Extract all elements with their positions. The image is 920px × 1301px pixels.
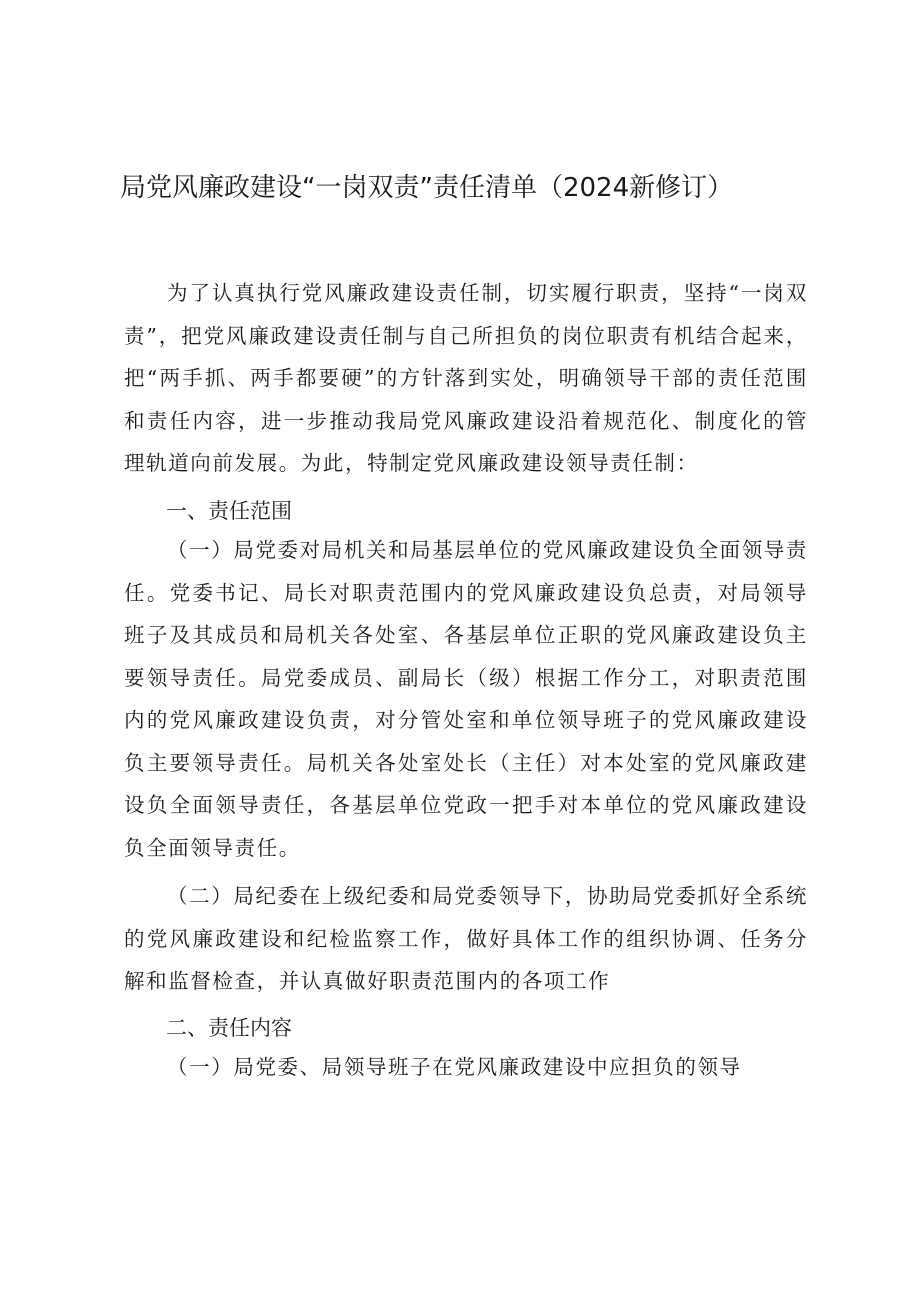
section-heading-content: 二、责任内容 bbox=[166, 1016, 292, 1040]
scope-paragraph-1: （一）局党委对局机关和局基层单位的党风廉政建设负全面领导责任。党委书记、局长对职责范围内的党风廉政建设负总责，对局领导班子及其成员和局机关各处室、各基层单位正职的党风廉政建设负主要领导责任。局党委成员、副局长（级）根据工作分工，对职责范围内的党风廉政建设负责，对分管处室和单位领导班子的党风廉政建设负主要领导责任。局机关各处室处长（主任）对本处室的党风廉政建设负全面领导责任，各基层单位党政一把手对本单位的党风廉政建设负全面领导责任。 bbox=[124, 538, 808, 860]
intro-paragraph: 为了认真执行党风廉政建设责任制，切实履行职责，坚持“一岗双责”，把党风廉政建设责任制与自己所担负的岗位职责有机结合起来，把“两手抓、两手都要硬”的方针落到实处，明确领导干部的责任范围和责任内容，进一步推动我局党风廉政建设沿着规范化、制度化的管理轨道向前发展。为此，特制定党风廉政建设领导责任制： bbox=[124, 281, 808, 475]
content-paragraph-1: （一）局党委、局领导班子在党风廉政建设中应担负的领导 bbox=[167, 1055, 742, 1079]
section-heading-scope: 一、责任范围 bbox=[166, 499, 292, 523]
scope-paragraph-2: （二）局纪委在上级纪委和局党委领导下，协助局党委抓好全系统的党风廉政建设和纪检监察工作，做好具体工作的组织协调、任务分解和监督检查，并认真做好职责范围内的各项工作 bbox=[124, 884, 808, 993]
document-title: 局党风廉政建设“一岗双责”责任清单（2024新修订） bbox=[120, 173, 734, 203]
